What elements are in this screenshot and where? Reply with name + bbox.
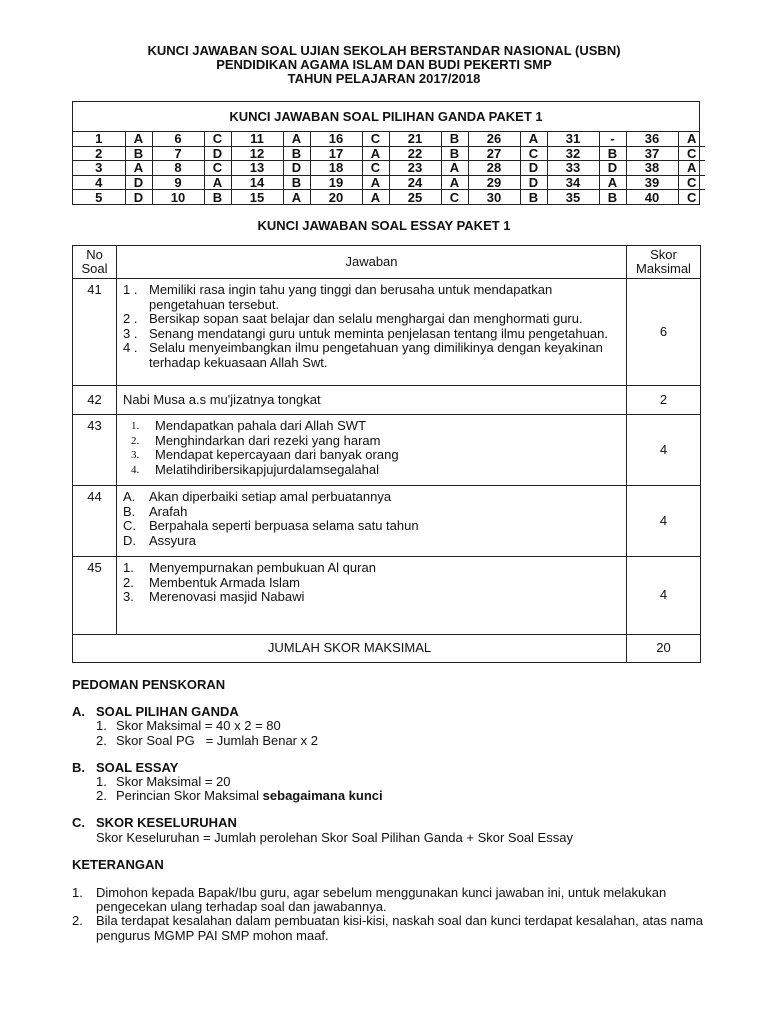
answer-key: A xyxy=(678,132,705,146)
answer-key: D xyxy=(125,190,152,204)
section-c xyxy=(72,816,712,844)
essay-row-45 xyxy=(73,557,701,635)
question-number: 36 xyxy=(626,132,678,146)
question-number: 29 xyxy=(468,175,520,189)
list-item: 3. Merenovasi masjid Nabawi xyxy=(123,589,305,604)
question-number: 39 xyxy=(626,175,678,189)
header-line-3: TAHUN PELAJARAN 2017/2018 xyxy=(287,71,481,86)
answer-key: B xyxy=(520,190,547,204)
question-number: 1 xyxy=(73,132,125,146)
answer-key: D xyxy=(125,175,152,189)
answer-key: A xyxy=(362,146,389,160)
col-header-no: No Soal xyxy=(73,246,117,279)
question-number: 24 xyxy=(389,175,441,189)
question-number: 31 xyxy=(547,132,599,146)
essay-answer-table xyxy=(72,245,701,663)
answer-key: D xyxy=(283,161,310,175)
max-score: 6 xyxy=(627,279,701,386)
answer-key: C xyxy=(678,190,705,204)
answer-key: A xyxy=(599,175,626,189)
question-number: 20 xyxy=(310,190,362,204)
essay-section-title: KUNCI JAWABAN SOAL ESSAY PAKET 1 xyxy=(257,218,511,233)
max-score: 4 xyxy=(627,415,701,486)
list-item: 3. Mendapat kepercayaan dari banyak orang xyxy=(131,447,399,462)
essay-row-43 xyxy=(73,415,701,486)
list-item: 2. Skor Soal PG = Jumlah Benar x 2 xyxy=(96,732,318,748)
question-number: 44 xyxy=(73,486,117,557)
question-number: 10 xyxy=(152,190,204,204)
list-item: 3 . Senang mendatangi guru untuk meminta penjelasan tentang ilmu pengetahuan. xyxy=(123,325,608,341)
multiple-choice-table xyxy=(73,132,705,204)
answer-key: D xyxy=(520,175,547,189)
list-item: C. Berpahala seperti berpuasa selama satu tahun xyxy=(123,518,419,533)
answer-key: A xyxy=(441,161,468,175)
answer-key: D xyxy=(599,161,626,175)
answer-key: B xyxy=(204,190,231,204)
answer-row xyxy=(73,161,705,175)
answer-key: A xyxy=(520,132,547,146)
answer-key: C xyxy=(204,132,231,146)
question-number: 5 xyxy=(73,190,125,204)
question-number: 32 xyxy=(547,146,599,160)
col-header-jawaban: Jawaban xyxy=(117,246,627,279)
answer-key: C xyxy=(678,146,705,160)
list-item: B. Arafah xyxy=(123,503,188,519)
answer-key: A xyxy=(441,175,468,189)
section-title: SOAL ESSAY xyxy=(96,759,179,775)
question-number: 23 xyxy=(389,161,441,175)
max-score: 4 xyxy=(627,486,701,557)
answer-key: B xyxy=(599,146,626,160)
answer-key: A xyxy=(204,175,231,189)
answer-key: A xyxy=(678,161,705,175)
answer-key: C xyxy=(204,161,231,175)
list-item: 1. Skor Maksimal = 40 x 2 = 80 xyxy=(96,718,281,734)
list-item: 2. Bila terdapat kesalahan dalam pembuatan kisi-kisi, naskah soal dan kunci terdapat kesalahan, atas nama pengurus MGMP PAI SMP mohon maaf. xyxy=(72,913,704,943)
col-header-skor: Skor Maksimal xyxy=(627,246,701,279)
question-number: 3 xyxy=(73,161,125,175)
section-label: B. xyxy=(72,759,85,775)
multiple-choice-answer-box xyxy=(72,101,700,205)
question-number: 4 xyxy=(73,175,125,189)
list-item: 2 . Bersikap sopan saat belajar dan selalu menghargai dan menghormati guru. xyxy=(123,311,583,326)
answer-list xyxy=(123,419,620,477)
question-number: 13 xyxy=(231,161,283,175)
question-number: 15 xyxy=(231,190,283,204)
answer-row xyxy=(73,132,705,146)
question-number: 45 xyxy=(73,557,117,635)
total-label: JUMLAH SKOR MAKSIMAL xyxy=(73,635,627,663)
max-score: 4 xyxy=(627,557,701,635)
answer-key: C xyxy=(520,146,547,160)
question-number: 19 xyxy=(310,175,362,189)
scoring-guidelines xyxy=(72,678,712,943)
answer-cell xyxy=(117,415,627,486)
question-number: 28 xyxy=(468,161,520,175)
answer-key: B xyxy=(283,146,310,160)
question-number: 8 xyxy=(152,161,204,175)
header-line-2: PENDIDIKAN AGAMA ISLAM DAN BUDI PEKERTI SMP xyxy=(216,57,552,72)
multiple-choice-title: KUNCI JAWABAN SOAL PILIHAN GANDA PAKET 1 xyxy=(73,102,699,132)
question-number: 41 xyxy=(73,279,117,386)
question-number: 21 xyxy=(389,132,441,146)
section-text: Skor Keseluruhan = Jumlah perolehan Skor Soal Pilihan Ganda + Skor Soal Essay xyxy=(96,829,573,845)
question-number: 11 xyxy=(231,132,283,146)
answer-key: A xyxy=(362,190,389,204)
answer-key: C xyxy=(441,190,468,204)
list-item: 4. Melatihdiribersikapjujurdalamsegalahal xyxy=(131,461,380,477)
section-label: A. xyxy=(72,704,85,720)
header-line-1: KUNCI JAWABAN SOAL UJIAN SEKOLAH BERSTANDAR NASIONAL (USBN) xyxy=(147,43,621,58)
answer-key: C xyxy=(362,161,389,175)
essay-row-41 xyxy=(73,279,701,386)
max-score: 2 xyxy=(627,386,701,415)
answer-cell xyxy=(117,486,627,557)
answer-cell: Nabi Musa a.s mu'jizatnya tongkat xyxy=(117,386,627,415)
answer-key: A xyxy=(283,190,310,204)
answer-row xyxy=(73,146,705,160)
list-item: A. Akan diperbaiki setiap amal perbuatannya xyxy=(123,489,392,504)
answer-key: B xyxy=(599,190,626,204)
question-number: 42 xyxy=(73,386,117,415)
list-item: 1. Skor Maksimal = 20 xyxy=(96,774,231,790)
question-number: 34 xyxy=(547,175,599,189)
question-number: 38 xyxy=(626,161,678,175)
essay-row-42 xyxy=(73,386,701,415)
answer-list xyxy=(123,561,620,605)
answer-key: - xyxy=(599,132,626,146)
question-number: 25 xyxy=(389,190,441,204)
answer-key: A xyxy=(362,175,389,189)
answer-key: A xyxy=(125,132,152,146)
answer-key: A xyxy=(283,132,310,146)
list-item: 2. Menghindarkan dari rezeki yang haram xyxy=(131,432,381,448)
answer-key: B xyxy=(441,146,468,160)
answer-key: D xyxy=(520,161,547,175)
question-number: 7 xyxy=(152,146,204,160)
question-number: 40 xyxy=(626,190,678,204)
question-number: 30 xyxy=(468,190,520,204)
answer-cell xyxy=(117,557,627,635)
section-title: SOAL PILIHAN GANDA xyxy=(96,704,239,720)
document-header xyxy=(0,44,768,86)
list-item: 2. Membentuk Armada Islam xyxy=(123,574,301,590)
question-number: 26 xyxy=(468,132,520,146)
question-number: 12 xyxy=(231,146,283,160)
question-number: 35 xyxy=(547,190,599,204)
question-number: 16 xyxy=(310,132,362,146)
list-item: D. Assyura xyxy=(123,532,196,548)
section-b xyxy=(72,761,712,804)
answer-cell xyxy=(117,279,627,386)
question-number: 43 xyxy=(73,415,117,486)
section-a xyxy=(72,705,712,748)
question-number: 33 xyxy=(547,161,599,175)
answer-row xyxy=(73,175,705,189)
question-number: 6 xyxy=(152,132,204,146)
question-number: 27 xyxy=(468,146,520,160)
question-number: 18 xyxy=(310,161,362,175)
list-item: 1. Dimohon kepada Bapak/Ibu guru, agar sebelum menggunakan kunci jawaban ini, untuk melakukan pengecekan ulang terhadap soal dan jawabannya. xyxy=(72,885,667,915)
answer-key: B xyxy=(125,146,152,160)
answer-list xyxy=(123,283,620,370)
answer-key: B xyxy=(441,132,468,146)
guidelines-title: PEDOMAN PENSKORAN xyxy=(72,677,226,692)
answer-key: C xyxy=(678,175,705,189)
list-item: 1 . Memiliki rasa ingin tahu yang tinggi dan berusaha untuk mendapatkan pengetahuan tersebut. xyxy=(123,282,553,312)
answer-key: C xyxy=(362,132,389,146)
list-item: 4 . Selalu menyeimbangkan ilmu pengetahuan yang dimilikinya dengan keyakinan terhadap kekuasaan Allah Swt. xyxy=(123,340,603,370)
notes-title: KETERANGAN xyxy=(72,856,164,872)
essay-row-44 xyxy=(73,486,701,557)
question-number: 9 xyxy=(152,175,204,189)
list-item: 2. Perincian Skor Maksimal sebagaimana kunci xyxy=(96,788,383,804)
answer-key: A xyxy=(125,161,152,175)
answer-key: D xyxy=(204,146,231,160)
total-value: 20 xyxy=(627,635,701,663)
question-number: 2 xyxy=(73,146,125,160)
question-number: 37 xyxy=(626,146,678,160)
notes-section xyxy=(72,858,712,943)
section-title: SKOR KESELURUHAN xyxy=(96,815,237,831)
list-item: 1. Menyempurnakan pembukuan Al quran xyxy=(123,560,376,575)
section-label: C. xyxy=(72,815,85,831)
answer-row xyxy=(73,190,705,204)
essay-total-row xyxy=(73,635,701,663)
question-number: 22 xyxy=(389,146,441,160)
answer-list xyxy=(123,490,620,548)
answer-key: B xyxy=(283,175,310,189)
question-number: 14 xyxy=(231,175,283,189)
essay-header-row xyxy=(73,246,701,279)
question-number: 17 xyxy=(310,146,362,160)
list-item: 1. Mendapatkan pahala dari Allah SWT xyxy=(131,418,367,433)
